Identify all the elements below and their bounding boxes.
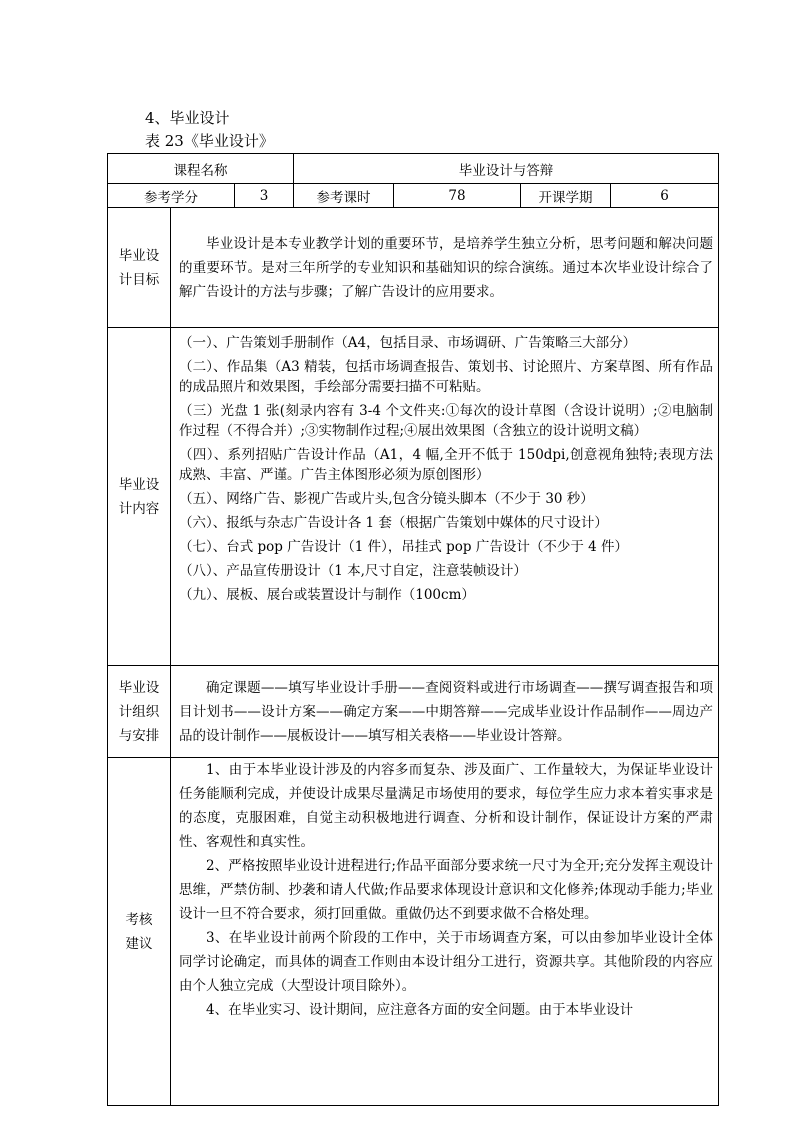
objectives-paragraph: 毕业设计是本专业教学计划的重要环节，是培养学生独立分析，思考问题和解决问题的重要环节。是对三年所学的专业知识和基础知识的综合演练。通过本次毕业设计综合了解广告设计的方法与步骤；了解广告设计的应用要求。 bbox=[179, 235, 714, 300]
assessment-paragraph: 3、在毕业设计前两个阶段的工作中，关于市场调查方案，可以由参加毕业设计全体同学讨论确定，而具体的调查工作则由本设计组分工进行，资源共享。其他阶段的内容应由个人独立完成（大型设计项目除外）。 bbox=[179, 930, 714, 994]
credits-label: 参考学分 bbox=[108, 184, 235, 208]
organization-row bbox=[108, 666, 719, 758]
organization-label-line: 与安排 bbox=[118, 727, 160, 744]
content-item: （八）、产品宣传册设计（1 本,尺寸自定，注意装帧设计） bbox=[179, 563, 527, 579]
table-caption: 表 23《毕业设计》 bbox=[145, 132, 274, 150]
organization-label-line: 毕业设 bbox=[118, 679, 160, 696]
organization-label bbox=[108, 666, 171, 758]
course-table bbox=[107, 153, 719, 1106]
content-item: （七）、台式 pop 广告设计（1 件），吊挂式 pop 广告设计（不少于 4 件） bbox=[179, 539, 629, 555]
organization-text bbox=[171, 666, 719, 758]
course-info-row bbox=[108, 184, 719, 208]
assessment-row bbox=[108, 758, 719, 1106]
content-label bbox=[108, 328, 171, 666]
content-label-line: 毕业设 bbox=[118, 476, 160, 493]
assessment-paragraph: 4、在毕业实习、设计期间，应注意各方面的安全问题。由于本毕业设计 bbox=[206, 1002, 634, 1018]
content-item: （二）、作品集（A3 精装，包括市场调查报告、策划书、讨论照片、方案草图、所有作品的成品照片和效果图，手绘部分需要扫描不可粘贴。 bbox=[179, 359, 714, 395]
organization-label-line: 计组织 bbox=[118, 703, 160, 720]
semester-value: 6 bbox=[611, 184, 719, 208]
content-row bbox=[108, 328, 719, 666]
assessment-paragraph: 2、严格按照毕业设计进程进行;作品平面部分要求统一尺寸为全开;充分发挥主观设计思维，严禁仿制、抄袭和请人代做;作品要求体现设计意识和文化修养;体现动手能力;毕业设计一旦不符合要求，须打回重做。重做仍达不到要求做不合格处理。 bbox=[179, 858, 714, 922]
assessment-paragraph: 1、由于本毕业设计涉及的内容多而复杂、涉及面广、工作量较大，为保证毕业设计任务能顺利完成，并使设计成果尽量满足市场使用的要求，每位学生应力求本着实事求是的态度，克服困难，自觉主动积极地进行调查、分析和设计制作，保证设计方案的严肃性、客观性和真实性。 bbox=[179, 762, 714, 850]
hours-value: 78 bbox=[394, 184, 521, 208]
content-label-line: 计内容 bbox=[118, 500, 160, 517]
content-item: （四）、系列招贴广告设计作品（A1，4 幅,全开不低于 150dpi,创意视角独特;表现方法成熟、丰富、严谨。广告主体图形必须为原创图形） bbox=[179, 447, 714, 483]
content-item: （九）、展板、展台或装置设计与制作（100cm） bbox=[179, 587, 475, 603]
assessment-label bbox=[108, 758, 171, 1106]
course-name-label: 课程名称 bbox=[108, 154, 294, 184]
assessment-label-line: 考核 bbox=[125, 911, 153, 928]
objectives-label bbox=[108, 208, 171, 328]
credits-value: 3 bbox=[235, 184, 294, 208]
hours-label: 参考课时 bbox=[294, 184, 394, 208]
content-item: （一）、广告策划手册制作（A4，包括目录、市场调研、广告策略三大部分） bbox=[179, 335, 637, 351]
assessment-label-line: 建议 bbox=[125, 935, 153, 952]
organization-paragraph: 确定课题——填写毕业设计手册——查阅资料或进行市场调查——撰写调查报告和项目计划书——设计方案——确定方案——中期答辩——完成毕业设计作品制作——周边产品的设计制作——展板设计——填写相关表格——毕业设计答辩。 bbox=[179, 679, 714, 744]
semester-label: 开课学期 bbox=[521, 184, 611, 208]
assessment-text bbox=[171, 758, 719, 1106]
content-item: （五）、网络广告、影视广告或片头,包含分镜头脚本（不少于 30 秒） bbox=[179, 491, 594, 507]
content-items bbox=[171, 328, 719, 666]
objectives-label-line: 计目标 bbox=[118, 271, 160, 288]
objectives-label-line: 毕业设 bbox=[118, 247, 160, 264]
course-name-value: 毕业设计与答辩 bbox=[294, 154, 719, 184]
objectives-row bbox=[108, 208, 719, 328]
objectives-text bbox=[171, 208, 719, 328]
content-item: （六）、报纸与杂志广告设计各 1 套（根据广告策划中媒体的尺寸设计） bbox=[179, 515, 608, 531]
content-item: （三）光盘 1 张(刻录内容有 3-4 个文件夹:①每次的设计草图（含设计说明）;②电脑制作过程（不得合并）;③实物制作过程;④展出效果图（含独立的设计说明文稿） bbox=[179, 403, 714, 439]
section-heading: 4、毕业设计 bbox=[145, 109, 230, 127]
course-name-row bbox=[108, 154, 719, 184]
